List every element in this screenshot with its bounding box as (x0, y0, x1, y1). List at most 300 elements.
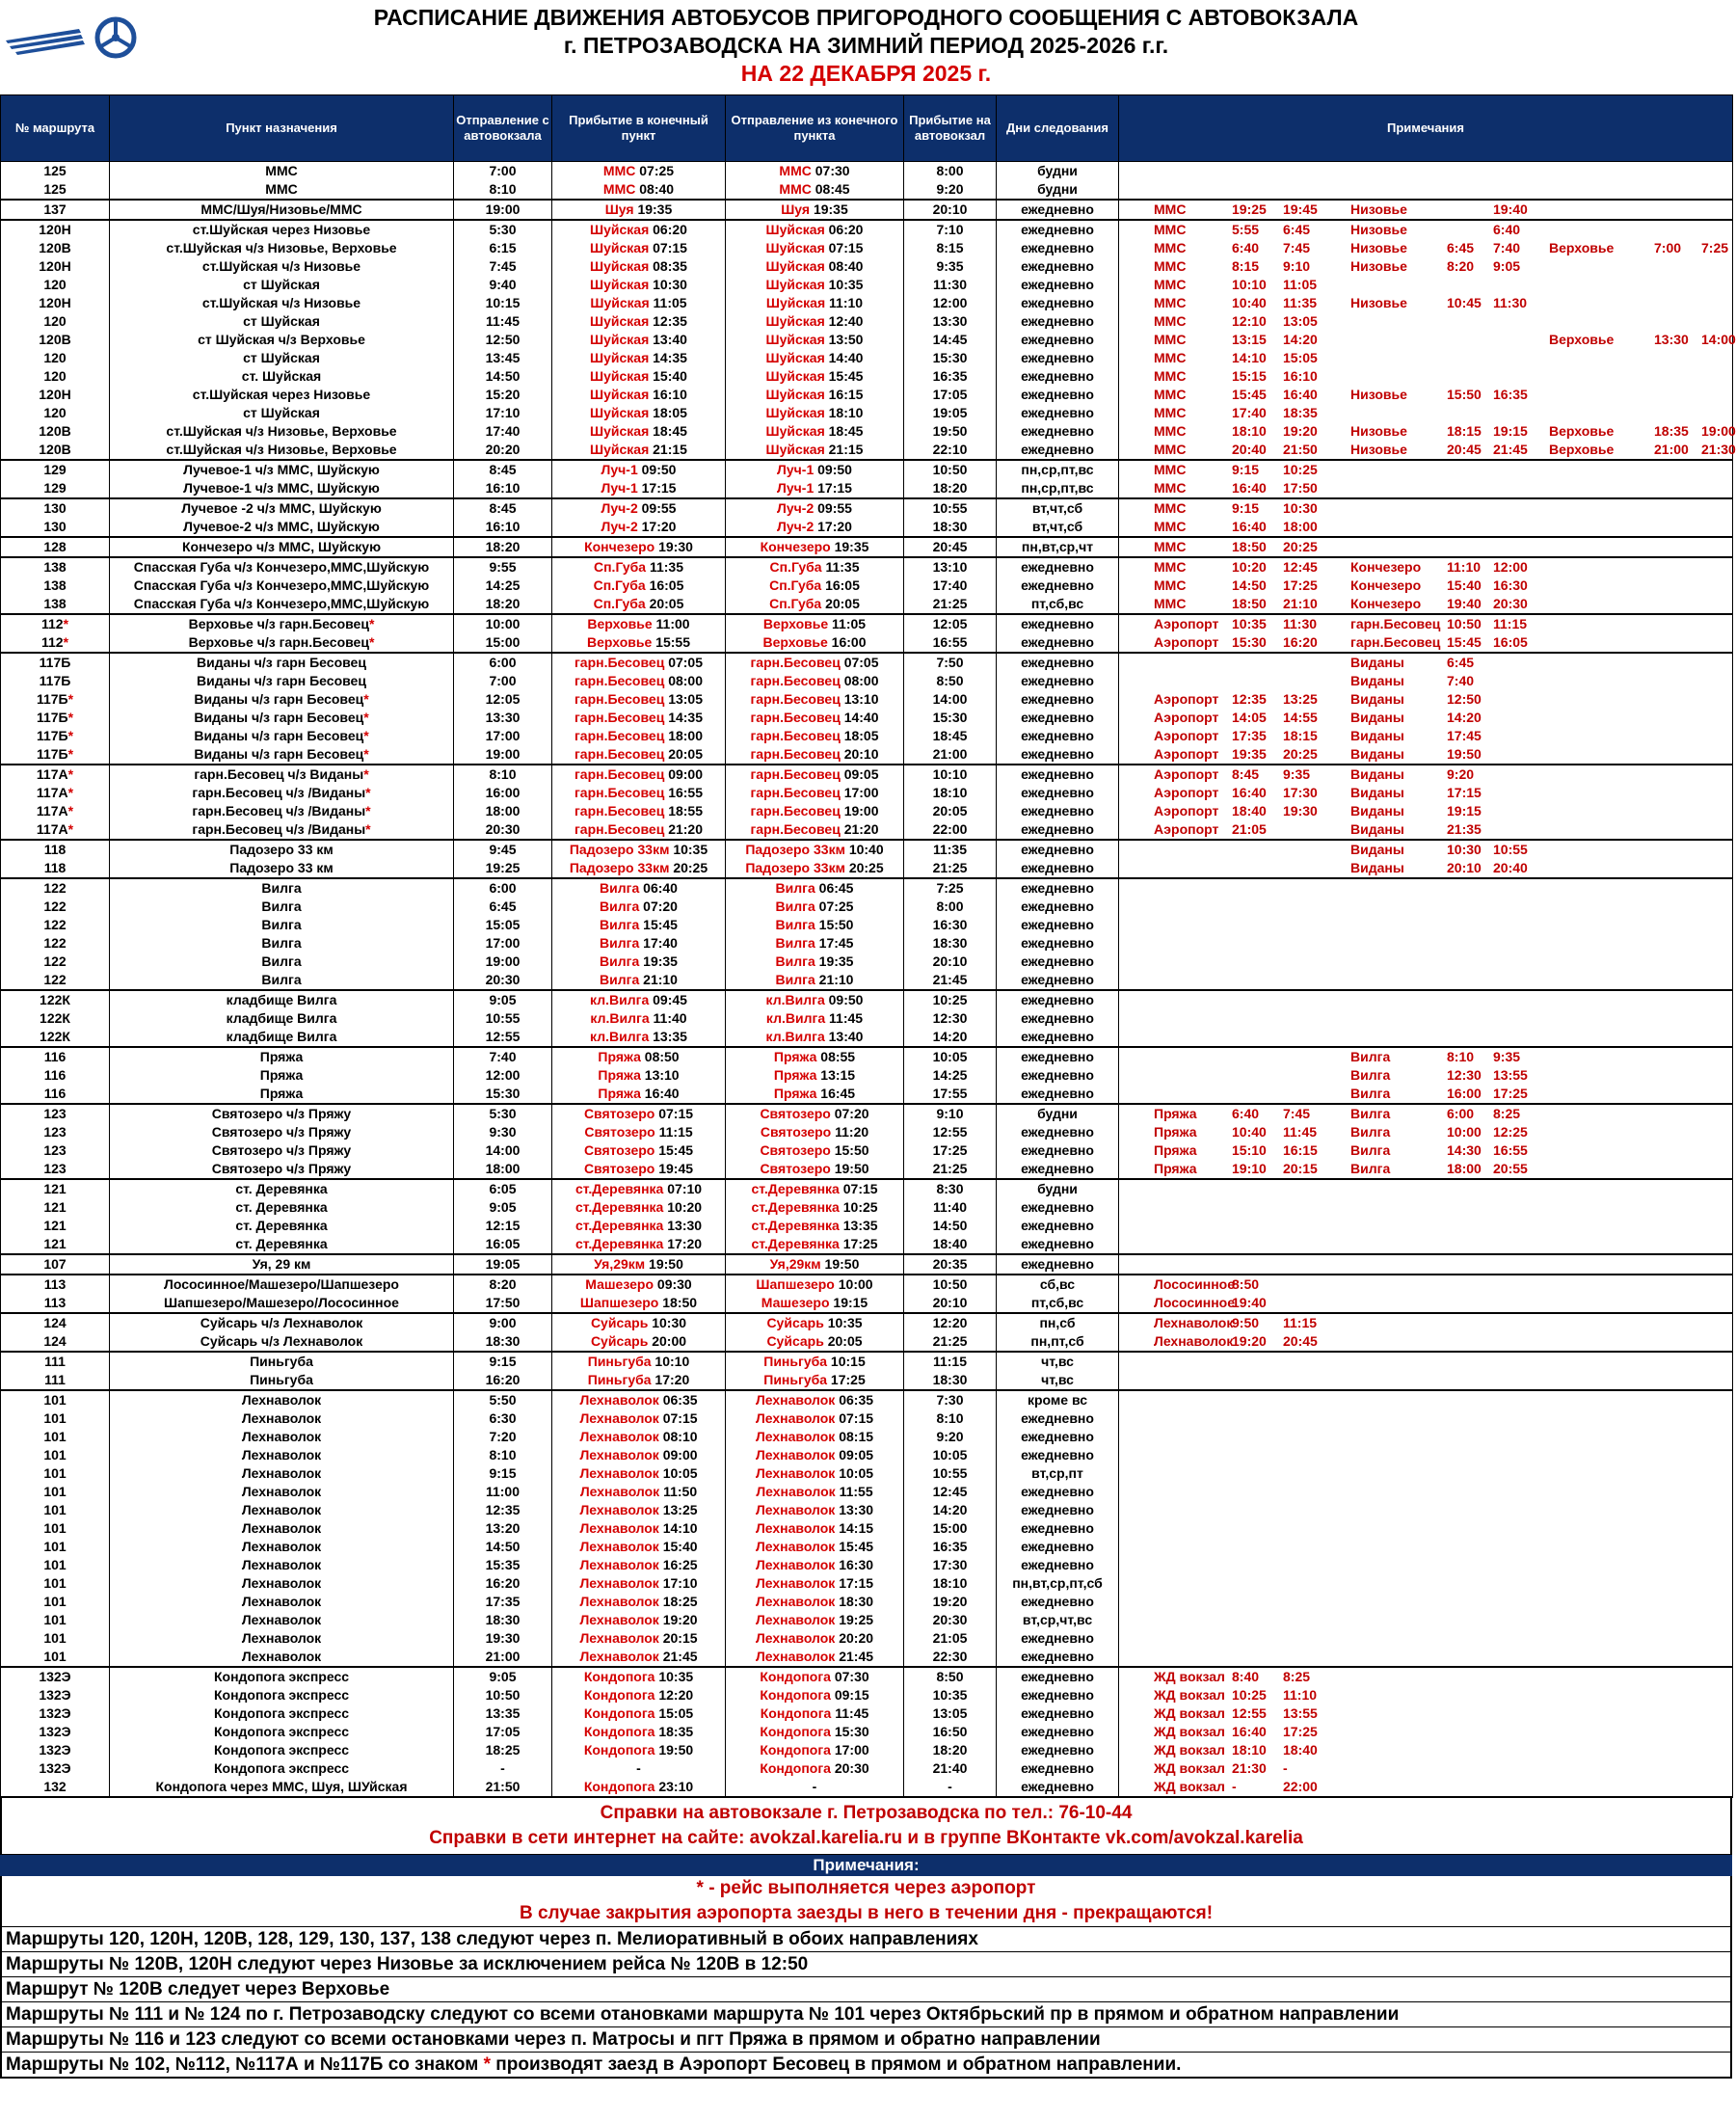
arrive-time: 16:35 (904, 1538, 997, 1556)
note-item: ММС (1154, 295, 1187, 310)
days: ежедневно (997, 1501, 1119, 1519)
note-item: - (1232, 1779, 1237, 1794)
arrive-time: 21:25 (904, 1332, 997, 1352)
note-item: Пряжа (1154, 1106, 1197, 1121)
arrive-terminal: Лехнаволок 14:10 (552, 1519, 726, 1538)
note-item: Низовье (1350, 222, 1407, 237)
note-item: 18:15 (1283, 728, 1318, 743)
note-item: 18:35 (1283, 405, 1318, 420)
notes-cell (1119, 367, 1733, 386)
route-number: 121 (1, 1179, 110, 1198)
route-number: 101 (1, 1574, 110, 1593)
note-item: 13:55 (1283, 1705, 1318, 1721)
arrive-time: 22:30 (904, 1648, 997, 1667)
note-item: 17:50 (1283, 480, 1318, 496)
notes-cell (1119, 404, 1733, 422)
days: ежедневно (997, 404, 1119, 422)
days: ежедневно (997, 1428, 1119, 1446)
note-item: 17:30 (1283, 785, 1318, 800)
depart-terminal: Лехнаволок 20:20 (726, 1629, 904, 1648)
depart-time: 19:00 (454, 745, 552, 765)
destination: Виданы ч/з гарн Бесовец* (110, 727, 454, 745)
depart-time: 18:30 (454, 1611, 552, 1629)
arrive-time: 20:45 (904, 537, 997, 557)
note-item: 18:35 (1654, 423, 1689, 439)
note-item: Низовье (1350, 442, 1407, 457)
depart-terminal: Вилга 17:45 (726, 934, 904, 953)
table-row (1, 276, 1733, 294)
arrive-time: 18:20 (904, 479, 997, 498)
depart-terminal: Падозеро 33км 20:25 (726, 859, 904, 878)
arrive-terminal: Суйсарь 10:30 (552, 1313, 726, 1332)
route-number: 123 (1, 1123, 110, 1141)
header-notes: Примечания (1119, 95, 1733, 162)
destination: Лехнаволок (110, 1501, 454, 1519)
arrive-terminal: Лехнаволок 10:05 (552, 1464, 726, 1483)
days: ежедневно (997, 276, 1119, 294)
table-row (1, 859, 1733, 878)
depart-terminal: ст.Деревянка 07:15 (726, 1179, 904, 1198)
arrive-terminal: Шуя 19:35 (552, 200, 726, 220)
note-item: 14:50 (1232, 577, 1267, 593)
table-row (1, 1629, 1733, 1648)
notes-cell (1119, 1648, 1733, 1667)
info-website: Справки в сети интернет на сайте: avokzal.karelia.ru и в группе ВКонтакте vk.com/avokzal.karelia (429, 1828, 1303, 1848)
days: ежедневно (997, 1160, 1119, 1179)
depart-time: 8:10 (454, 1446, 552, 1464)
arrive-time: 15:30 (904, 349, 997, 367)
arrive-terminal: Лехнаволок 09:00 (552, 1446, 726, 1464)
notes-cell (1119, 257, 1733, 276)
note-item: ММС (1154, 313, 1187, 329)
note-item: 17:40 (1232, 405, 1267, 420)
depart-time: 18:00 (454, 802, 552, 820)
table-row (1, 239, 1733, 257)
notes-cell (1119, 1409, 1733, 1428)
depart-terminal: гарн.Бесовец 17:00 (726, 784, 904, 802)
days: ежедневно (997, 1141, 1119, 1160)
days: пн,ср,пт,вс (997, 460, 1119, 479)
note-item: 14:05 (1232, 710, 1267, 725)
depart-time: 17:50 (454, 1294, 552, 1313)
notes-cell (1119, 1085, 1733, 1104)
notes-cell (1119, 1235, 1733, 1254)
note-item: ММС (1154, 519, 1187, 534)
table-row (1, 1593, 1733, 1611)
destination: Вилга (110, 971, 454, 990)
depart-terminal: Кондопога 11:45 (726, 1704, 904, 1723)
route-number: 121 (1, 1217, 110, 1235)
depart-time: 8:45 (454, 498, 552, 518)
note-item: Виданы (1350, 821, 1404, 837)
depart-time: 9:40 (454, 276, 552, 294)
note-item: 16:40 (1232, 519, 1267, 534)
depart-terminal: Шуйская 16:15 (726, 386, 904, 404)
depart-terminal: Кондопога 15:30 (726, 1723, 904, 1741)
depart-terminal: Лехнаволок 21:45 (726, 1648, 904, 1667)
note-item: ММС (1154, 480, 1187, 496)
arrive-time: 19:20 (904, 1593, 997, 1611)
depart-terminal: Сп.Губа 11:35 (726, 557, 904, 577)
route-number: 138 (1, 557, 110, 577)
depart-time: 17:35 (454, 1593, 552, 1611)
arrive-terminal: Машезеро 09:30 (552, 1275, 726, 1294)
note-item: 10:30 (1447, 842, 1482, 857)
note-item: 16:30 (1493, 577, 1528, 593)
depart-terminal: кл.Вилга 11:45 (726, 1009, 904, 1028)
note-item: Низовье (1350, 423, 1407, 439)
route-number: 124 (1, 1332, 110, 1352)
route-note: Маршруты № 120В, 120Н следуют через Низовье за исключением рейса № 120В в 12:50 (2, 1951, 1730, 1976)
route-number: 132Э (1, 1686, 110, 1704)
days: ежедневно (997, 1556, 1119, 1574)
destination: Кондопога экспресс (110, 1723, 454, 1741)
depart-terminal: Святозеро 15:50 (726, 1141, 904, 1160)
destination: Лехнаволок (110, 1409, 454, 1428)
note-item: 15:05 (1283, 350, 1318, 365)
note-item: 16:20 (1283, 634, 1318, 650)
arrive-terminal: Святозеро 19:45 (552, 1160, 726, 1179)
depart-terminal: Шапшезеро 10:00 (726, 1275, 904, 1294)
notes-cell (1119, 1741, 1733, 1759)
days: ежедневно (997, 1409, 1119, 1428)
arrive-time: 20:10 (904, 200, 997, 220)
table-row (1, 690, 1733, 709)
note-item: Вилга (1350, 1142, 1391, 1158)
arrive-time: 9:20 (904, 180, 997, 200)
destination: Кондопога экспресс (110, 1759, 454, 1778)
destination: ст. Шуйская (110, 367, 454, 386)
note-item: 11:30 (1493, 295, 1528, 310)
route-number: 117Б* (1, 727, 110, 745)
depart-terminal: гарн.Бесовец 19:00 (726, 802, 904, 820)
page-subtitle: г. ПЕТРОЗАВОДСКА НА ЗИМНИЙ ПЕРИОД 2025-2026 г.г. (563, 33, 1169, 58)
table-row (1, 257, 1733, 276)
days: ежедневно (997, 1759, 1119, 1778)
depart-terminal: Вилга 15:50 (726, 916, 904, 934)
days: сб,вс (997, 1275, 1119, 1294)
route-number: 138 (1, 577, 110, 595)
days: пт,сб,вс (997, 1294, 1119, 1313)
arrive-time: 12:00 (904, 294, 997, 312)
depart-terminal: Лехнаволок 08:15 (726, 1428, 904, 1446)
arrive-time: 9:35 (904, 257, 997, 276)
table-row (1, 878, 1733, 898)
route-number: 117Б (1, 672, 110, 690)
page-header (0, 0, 1732, 94)
notes-cell (1119, 878, 1733, 898)
depart-terminal: гарн.Бесовец 07:05 (726, 653, 904, 672)
notes-cell (1119, 1574, 1733, 1593)
note-item: 19:30 (1283, 803, 1318, 818)
notes-cell (1119, 386, 1733, 404)
table-row (1, 312, 1733, 331)
notes-cell (1119, 1483, 1733, 1501)
note-item: 10:45 (1447, 295, 1482, 310)
note-airport: * - рейс выполняется через аэропорт (696, 1878, 1036, 1898)
table-row (1, 1501, 1733, 1519)
route-number: 112* (1, 614, 110, 633)
table-row (1, 1574, 1733, 1593)
arrive-terminal: Кондопога 23:10 (552, 1778, 726, 1797)
note-item: Аэропорт (1154, 728, 1219, 743)
arrive-terminal: ст.Деревянка 17:20 (552, 1235, 726, 1254)
depart-time: 10:00 (454, 614, 552, 633)
arrive-terminal: Шуйская 11:05 (552, 294, 726, 312)
destination: Вилга (110, 934, 454, 953)
days: ежедневно (997, 1217, 1119, 1235)
arrive-terminal: Пиньгуба 17:20 (552, 1371, 726, 1390)
note-item: Низовье (1350, 240, 1407, 255)
depart-time: 7:40 (454, 1047, 552, 1066)
destination: гарн.Бесовец ч/з /Виданы* (110, 802, 454, 820)
notes-cell (1119, 1667, 1733, 1686)
route-number: 101 (1, 1464, 110, 1483)
note-item: Вилга (1350, 1049, 1391, 1064)
note-item: 21:05 (1232, 821, 1267, 837)
days: ежедневно (997, 220, 1119, 239)
arrive-time: 12:55 (904, 1123, 997, 1141)
days: ежедневно (997, 633, 1119, 653)
note-item: 13:25 (1283, 691, 1318, 707)
arrive-terminal: кл.Вилга 09:45 (552, 990, 726, 1009)
days: ежедневно (997, 1446, 1119, 1464)
depart-time: 12:05 (454, 690, 552, 709)
table-row (1, 1741, 1733, 1759)
destination: ММС/Шуя/Низовье/ММС (110, 200, 454, 220)
depart-terminal: Пряжа 16:45 (726, 1085, 904, 1104)
depart-time: 14:00 (454, 1141, 552, 1160)
note-item: 6:45 (1283, 222, 1311, 237)
note-item: 21:30 (1701, 442, 1736, 457)
arrive-terminal: гарн.Бесовец 18:55 (552, 802, 726, 820)
notes-title: Примечания: (0, 1855, 1732, 1876)
arrive-terminal: Верховье 15:55 (552, 633, 726, 653)
arrive-time: - (904, 1778, 997, 1797)
arrive-time: 10:55 (904, 1464, 997, 1483)
depart-time: 14:25 (454, 577, 552, 595)
route-number: 101 (1, 1556, 110, 1574)
arrive-terminal: гарн.Бесовец 20:05 (552, 745, 726, 765)
table-row (1, 577, 1733, 595)
notes-cell (1119, 802, 1733, 820)
depart-terminal: Святозеро 07:20 (726, 1104, 904, 1123)
arrive-terminal: Шуйская 14:35 (552, 349, 726, 367)
depart-terminal: Шуйская 12:40 (726, 312, 904, 331)
note-item: ММС (1154, 240, 1187, 255)
depart-time: 17:05 (454, 1723, 552, 1741)
days: ежедневно (997, 1009, 1119, 1028)
destination: Виданы ч/з гарн Бесовец* (110, 745, 454, 765)
notes-cell (1119, 765, 1733, 784)
header-destination: Пункт назначения (110, 95, 454, 162)
notes-cell (1119, 1066, 1733, 1085)
arrive-time: 9:10 (904, 1104, 997, 1123)
notes-cell (1119, 595, 1733, 614)
notes-cell (1119, 422, 1736, 441)
depart-time: 6:00 (454, 878, 552, 898)
arrive-time: 19:50 (904, 422, 997, 441)
depart-terminal: ст.Деревянка 17:25 (726, 1235, 904, 1254)
arrive-time: 10:50 (904, 1275, 997, 1294)
notes-cell (1119, 859, 1733, 878)
note-item: Виданы (1350, 691, 1404, 707)
destination: Лехнаволок (110, 1611, 454, 1629)
arrive-terminal: гарн.Бесовец 18:00 (552, 727, 726, 745)
destination: Лехнаволок (110, 1464, 454, 1483)
route-number: 120 (1, 367, 110, 386)
table-row (1, 1556, 1733, 1574)
arrive-terminal: гарн.Бесовец 21:20 (552, 820, 726, 840)
note-item: 18:10 (1232, 1742, 1267, 1758)
depart-time: 16:00 (454, 784, 552, 802)
depart-terminal: Кондопога 09:15 (726, 1686, 904, 1704)
note-item: 7:40 (1493, 240, 1521, 255)
destination: ст Шуйская (110, 312, 454, 331)
table-row (1, 1686, 1733, 1704)
depart-time: 14:50 (454, 1538, 552, 1556)
destination: Пряжа (110, 1085, 454, 1104)
table-row (1, 294, 1733, 312)
depart-time: 9:45 (454, 840, 552, 859)
notes-cell (1119, 518, 1733, 537)
arrive-time: 12:45 (904, 1483, 997, 1501)
arrive-time: 16:35 (904, 367, 997, 386)
depart-terminal: Луч-1 17:15 (726, 479, 904, 498)
route-number: 121 (1, 1235, 110, 1254)
depart-time: 15:00 (454, 633, 552, 653)
arrive-terminal: ст.Деревянка 10:20 (552, 1198, 726, 1217)
note-item: Лехнаволок (1154, 1333, 1234, 1349)
destination: Шапшезеро/Машезеро/Лососинное (110, 1294, 454, 1313)
note-item: 22:00 (1283, 1779, 1318, 1794)
route-number: 120Н (1, 220, 110, 239)
route-number: 122 (1, 878, 110, 898)
depart-time: 7:00 (454, 162, 552, 181)
destination: гарн.Бесовец ч/з /Виданы* (110, 784, 454, 802)
notes-cell (1119, 1313, 1733, 1332)
destination: ст Шуйская ч/з Верховье (110, 331, 454, 349)
route-number: 130 (1, 518, 110, 537)
depart-terminal: Шуйская 14:40 (726, 349, 904, 367)
note-item: ММС (1154, 222, 1187, 237)
depart-terminal: Луч-2 09:55 (726, 498, 904, 518)
depart-terminal: Луч-2 17:20 (726, 518, 904, 537)
days: ежедневно (997, 802, 1119, 820)
note-item: Аэропорт (1154, 691, 1219, 707)
notes-cell (1119, 916, 1733, 934)
note-item: 17:25 (1283, 1724, 1318, 1739)
page-date: НА 22 ДЕКАБРЯ 2025 г. (740, 61, 992, 86)
arrive-terminal: гарн.Бесовец 16:55 (552, 784, 726, 802)
depart-terminal: Суйсарь 20:05 (726, 1332, 904, 1352)
destination: ст Шуйская (110, 349, 454, 367)
days: пн,сб (997, 1313, 1119, 1332)
arrive-terminal: Сп.Губа 11:35 (552, 557, 726, 577)
note-item: ММС (1154, 350, 1187, 365)
days: ежедневно (997, 200, 1119, 220)
depart-terminal: Лехнаволок 15:45 (726, 1538, 904, 1556)
arrive-time: 19:05 (904, 404, 997, 422)
depart-time: 18:20 (454, 595, 552, 614)
note-item: 7:45 (1283, 1106, 1311, 1121)
destination: Верховье ч/з гарн.Бесовец* (110, 633, 454, 653)
depart-time: 15:20 (454, 386, 552, 404)
note-item: Верховье (1549, 332, 1615, 347)
route-number: 117А* (1, 802, 110, 820)
days: пн,вт,ср,пт,сб (997, 1574, 1119, 1593)
note-item: 19:40 (1232, 1295, 1267, 1310)
days: вт,чт,сб (997, 518, 1119, 537)
note-item: 17:25 (1493, 1086, 1528, 1101)
note-item: 6:40 (1493, 222, 1521, 237)
note-item: 19:35 (1232, 746, 1267, 762)
table-row (1, 1428, 1733, 1446)
route-number: 101 (1, 1593, 110, 1611)
table-row (1, 460, 1733, 479)
destination: гарн.Бесовец ч/з Виданы* (110, 765, 454, 784)
table-row (1, 162, 1733, 181)
arrive-time: 14:20 (904, 1501, 997, 1519)
arrive-terminal: Сп.Губа 20:05 (552, 595, 726, 614)
info-block (0, 1798, 1732, 1855)
destination: Лехнаволок (110, 1556, 454, 1574)
note-item: Кончезеро (1350, 577, 1422, 593)
note-item: 15:45 (1232, 387, 1267, 402)
depart-time: 19:05 (454, 1254, 552, 1275)
route-number: 101 (1, 1648, 110, 1667)
table-row (1, 1141, 1733, 1160)
notes-cell (1119, 745, 1733, 765)
route-number: 101 (1, 1483, 110, 1501)
notes-cell (1119, 1778, 1733, 1797)
note-item: 6:45 (1447, 655, 1475, 670)
destination: ст. Деревянка (110, 1198, 454, 1217)
arrive-time: 10:25 (904, 990, 997, 1009)
notes-cell (1119, 990, 1733, 1009)
depart-time: 8:10 (454, 180, 552, 200)
arrive-terminal: Лехнаволок 16:25 (552, 1556, 726, 1574)
note-item: 10:40 (1232, 295, 1267, 310)
notes-cell (1119, 1352, 1733, 1371)
destination: ММС (110, 162, 454, 181)
note-item: Аэропорт (1154, 821, 1219, 837)
note-item: Аэропорт (1154, 616, 1219, 631)
days: ежедневно (997, 990, 1119, 1009)
note-item: 18:00 (1283, 519, 1318, 534)
destination: Лучевое-1 ч/з ММС, Шуйскую (110, 479, 454, 498)
note-item: 20:10 (1447, 860, 1482, 875)
note-item: Низовье (1350, 295, 1407, 310)
arrive-time: 11:40 (904, 1198, 997, 1217)
note-item: 15:40 (1447, 577, 1482, 593)
note-item: 7:40 (1447, 673, 1475, 688)
note-item: 15:15 (1232, 368, 1267, 384)
route-number: 101 (1, 1446, 110, 1464)
depart-terminal: гарн.Бесовец 18:05 (726, 727, 904, 745)
note-item: ММС (1154, 258, 1187, 274)
note-item: Низовье (1350, 201, 1407, 217)
depart-terminal: Шуйская 07:15 (726, 239, 904, 257)
arrive-time: 7:50 (904, 653, 997, 672)
note-item: 8:40 (1232, 1669, 1260, 1684)
days: ежедневно (997, 953, 1119, 971)
arrive-time: 18:30 (904, 518, 997, 537)
destination: Лехнаволок (110, 1483, 454, 1501)
depart-terminal: Кондопога 07:30 (726, 1667, 904, 1686)
destination: Лехнаволок (110, 1428, 454, 1446)
destination: ММС (110, 180, 454, 200)
